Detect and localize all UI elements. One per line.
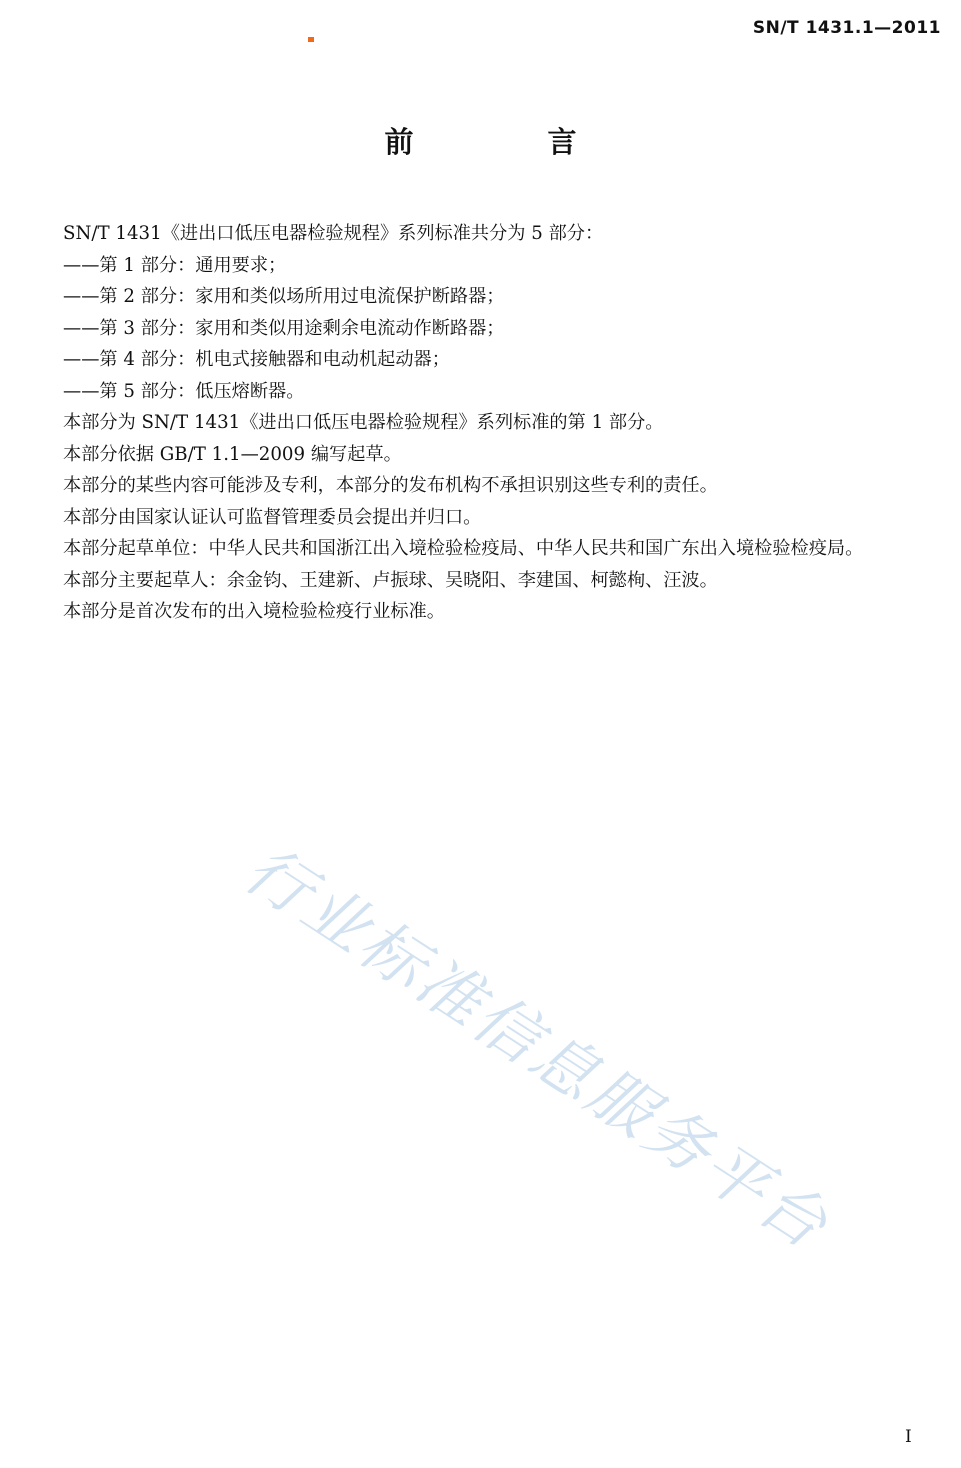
- paragraph-part-2: ——第 2 部分：家用和类似场所用过电流保护断路器；: [63, 286, 505, 307]
- paragraph-part-5: ——第 5 部分：低压熔断器。: [63, 380, 305, 402]
- paragraph-first-release: 本部分是首次发布的出入境检验检疫行业标准。: [63, 601, 445, 622]
- paragraph-series-intro: SN/T 1431《进出口低压电器检验规程》系列标准共分为 5 部分：: [63, 223, 604, 244]
- paragraph-drafting-units: 本部分起草单位：中华人民共和国浙江出入境检验检疫局、中华人民共和国广东出入境检验检疫局。: [63, 538, 864, 559]
- standard-code: SN/T 1431.1—2011: [752, 18, 941, 38]
- page-title: 前 言: [384, 125, 639, 159]
- watermark-text: 行业标准信息服务平台: [231, 832, 843, 1265]
- orange-marker: [308, 37, 314, 42]
- paragraph-this-part: 本部分为 SN/T 1431《进出口低压电器检验规程》系列标准的第 1 部分。: [63, 412, 664, 433]
- page-number: I: [905, 1427, 912, 1447]
- paragraph-part-4: ——第 4 部分：机电式接触器和电动机起动器；: [63, 349, 450, 370]
- paragraph-drafting-rule: 本部分依据 GB/T 1.1—2009 编写起草。: [63, 443, 402, 465]
- paragraph-part-3: ——第 3 部分：家用和类似用途剩余电流动作断路器；: [63, 317, 505, 339]
- paragraph-proposer: 本部分由国家认证认可监督管理委员会提出并归口。: [63, 506, 482, 528]
- foreword-body: [21, 218, 942, 628]
- paragraph-part-1: ——第 1 部分：通用要求；: [63, 254, 287, 276]
- paragraph-drafters: 本部分主要起草人：余金钧、王建新、卢振球、吴晓阳、李建国、柯懿栒、汪波。: [63, 569, 718, 591]
- paragraph-patent-notice: 本部分的某些内容可能涉及专利，本部分的发布机构不承担识别这些专利的责任。: [63, 475, 718, 496]
